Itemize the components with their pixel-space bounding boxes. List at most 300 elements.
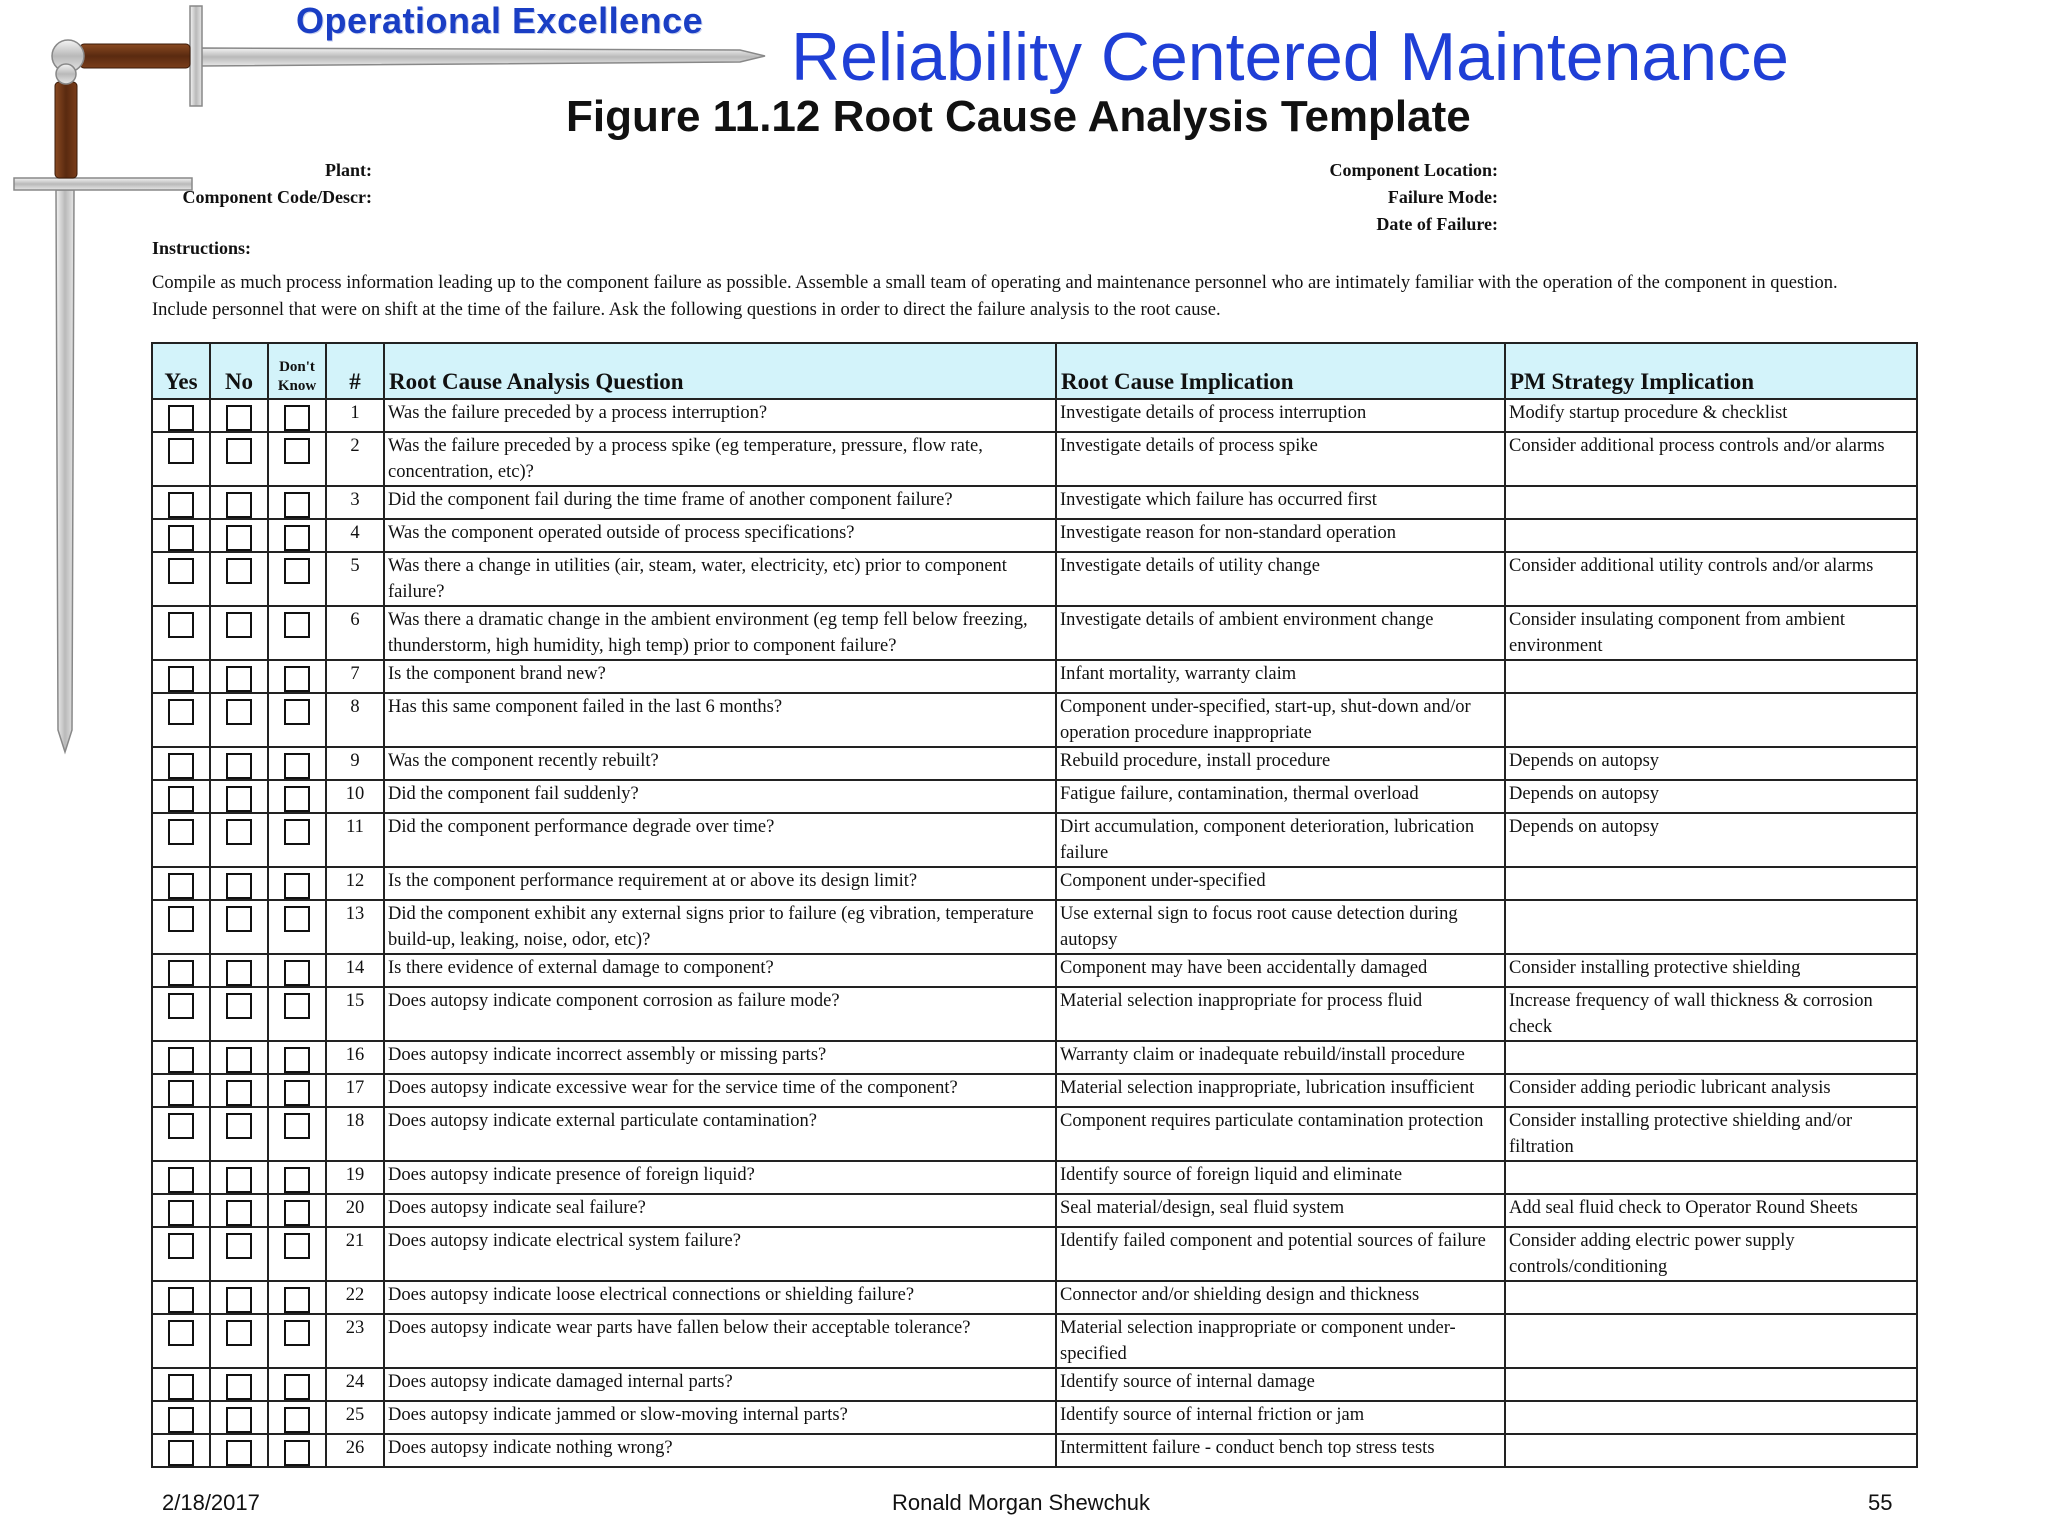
- question-cell: Is the component performance requirement at or above its design limit?: [384, 867, 1056, 900]
- dont-know-cell: [268, 552, 326, 606]
- row-number: 13: [326, 900, 384, 954]
- no-checkbox[interactable]: [226, 1287, 252, 1313]
- instructions-body: Compile as much process information leading up to the component failure as possible. Assemble a small team of operating and maintenance personnel who are intimately familiar with the operation of the component in question. Include personnel that were on shift at the time of the failure. Ask the following questions in order to direct the failure analysis to the root cause.: [152, 273, 1838, 320]
- dont-know-checkbox[interactable]: [284, 612, 310, 638]
- pm-strategy-cell: Consider insulating component from ambient environment: [1505, 606, 1917, 660]
- table-row: [152, 1368, 1917, 1401]
- yes-cell: [152, 1434, 210, 1467]
- implication-cell: Identify source of internal friction or jam: [1056, 1401, 1505, 1434]
- pm-strategy-cell: Consider adding periodic lubricant analysis: [1505, 1074, 1917, 1107]
- yes-checkbox[interactable]: [168, 1167, 194, 1193]
- question-cell: Does autopsy indicate incorrect assembly or missing parts?: [384, 1041, 1056, 1074]
- pm-strategy-cell: Consider installing protective shielding and/or filtration: [1505, 1107, 1917, 1161]
- question-cell: Does autopsy indicate jammed or slow-moving internal parts?: [384, 1401, 1056, 1434]
- row-number: 20: [326, 1194, 384, 1227]
- no-cell: [210, 1041, 268, 1074]
- yes-checkbox[interactable]: [168, 405, 194, 431]
- failure-mode-label: Failure Mode:: [1387, 187, 1498, 207]
- pm-strategy-header: PM Strategy Implication: [1505, 343, 1917, 399]
- pm-strategy-cell: [1505, 1041, 1917, 1074]
- dont-know-checkbox[interactable]: [284, 1374, 310, 1400]
- table-row: [152, 693, 1917, 747]
- yes-cell: [152, 486, 210, 519]
- yes-cell: [152, 399, 210, 432]
- implication-cell: Investigate reason for non-standard operation: [1056, 519, 1505, 552]
- dont-know-cell: [268, 987, 326, 1041]
- question-cell: Was the component operated outside of process specifications?: [384, 519, 1056, 552]
- yes-cell: [152, 1401, 210, 1434]
- no-cell: [210, 1314, 268, 1368]
- dont-know-cell: [268, 432, 326, 486]
- no-checkbox[interactable]: [226, 993, 252, 1019]
- dont-know-checkbox[interactable]: [284, 1200, 310, 1226]
- dont-know-checkbox[interactable]: [284, 438, 310, 464]
- row-number: 9: [326, 747, 384, 780]
- dont-know-cell: [268, 1161, 326, 1194]
- no-checkbox[interactable]: [226, 1407, 252, 1433]
- no-cell: [210, 399, 268, 432]
- dont-know-cell: [268, 1107, 326, 1161]
- no-checkbox[interactable]: [226, 786, 252, 812]
- dont-know-checkbox[interactable]: [284, 1167, 310, 1193]
- implication-header: Root Cause Implication: [1056, 343, 1505, 399]
- yes-cell: [152, 552, 210, 606]
- table-row: [152, 1161, 1917, 1194]
- yes-checkbox[interactable]: [168, 1233, 194, 1259]
- dont-know-checkbox[interactable]: [284, 525, 310, 551]
- implication-cell: Material selection inappropriate or component under-specified: [1056, 1314, 1505, 1368]
- table-row: [152, 813, 1917, 867]
- implication-cell: Material selection inappropriate for process fluid: [1056, 987, 1505, 1041]
- pm-strategy-cell: [1505, 867, 1917, 900]
- row-number: 22: [326, 1281, 384, 1314]
- no-cell: [210, 900, 268, 954]
- dont-know-checkbox[interactable]: [284, 1320, 310, 1346]
- dont-know-header: Don't Know: [268, 343, 326, 399]
- no-cell: [210, 1368, 268, 1401]
- instructions-heading: Instructions:: [152, 238, 252, 258]
- yes-cell: [152, 1161, 210, 1194]
- no-checkbox[interactable]: [226, 753, 252, 779]
- yes-cell: [152, 867, 210, 900]
- dont-know-checkbox[interactable]: [284, 1287, 310, 1313]
- dont-know-cell: [268, 1041, 326, 1074]
- dont-know-checkbox[interactable]: [284, 492, 310, 518]
- yes-checkbox[interactable]: [168, 819, 194, 845]
- no-cell: [210, 1434, 268, 1467]
- dont-know-checkbox[interactable]: [284, 1047, 310, 1073]
- yes-cell: [152, 900, 210, 954]
- no-cell: [210, 987, 268, 1041]
- dont-know-cell: [268, 747, 326, 780]
- implication-cell: Component requires particulate contamination protection: [1056, 1107, 1505, 1161]
- dont-know-checkbox[interactable]: [284, 699, 310, 725]
- yes-checkbox[interactable]: [168, 753, 194, 779]
- table-row: [152, 399, 1917, 432]
- yes-cell: [152, 693, 210, 747]
- yes-checkbox[interactable]: [168, 906, 194, 932]
- dont-know-cell: [268, 693, 326, 747]
- row-number: 1: [326, 399, 384, 432]
- no-cell: [210, 519, 268, 552]
- dont-know-checkbox[interactable]: [284, 558, 310, 584]
- plant-label: Plant:: [325, 160, 372, 180]
- question-cell: Does autopsy indicate damaged internal parts?: [384, 1368, 1056, 1401]
- brand-title: Operational Excellence: [296, 0, 704, 41]
- row-number: 12: [326, 867, 384, 900]
- dont-know-checkbox[interactable]: [284, 993, 310, 1019]
- implication-cell: Intermittent failure - conduct bench top stress tests: [1056, 1434, 1505, 1467]
- dont-know-checkbox[interactable]: [284, 1440, 310, 1466]
- yes-checkbox[interactable]: [168, 1320, 194, 1346]
- yes-checkbox[interactable]: [168, 492, 194, 518]
- implication-cell: Component under-specified: [1056, 867, 1505, 900]
- no-checkbox[interactable]: [226, 1233, 252, 1259]
- yes-cell: [152, 747, 210, 780]
- implication-cell: Rebuild procedure, install procedure: [1056, 747, 1505, 780]
- pm-strategy-cell: [1505, 1314, 1917, 1368]
- row-number: 2: [326, 432, 384, 486]
- pm-strategy-cell: Consider additional process controls and/or alarms: [1505, 432, 1917, 486]
- row-number: 5: [326, 552, 384, 606]
- table-row: [152, 1107, 1917, 1161]
- yes-checkbox[interactable]: [168, 612, 194, 638]
- no-cell: [210, 693, 268, 747]
- dont-know-checkbox[interactable]: [284, 906, 310, 932]
- dont-know-checkbox[interactable]: [284, 1080, 310, 1106]
- question-cell: Does autopsy indicate nothing wrong?: [384, 1434, 1056, 1467]
- no-checkbox[interactable]: [226, 1320, 252, 1346]
- question-cell: Was there a change in utilities (air, steam, water, electricity, etc) prior to component failure?: [384, 552, 1056, 606]
- no-checkbox[interactable]: [226, 873, 252, 899]
- yes-cell: [152, 660, 210, 693]
- yes-checkbox[interactable]: [168, 786, 194, 812]
- implication-cell: Use external sign to focus root cause detection during autopsy: [1056, 900, 1505, 954]
- implication-cell: Connector and/or shielding design and thickness: [1056, 1281, 1505, 1314]
- dont-know-cell: [268, 1227, 326, 1281]
- pm-strategy-cell: [1505, 1434, 1917, 1467]
- implication-cell: Identify failed component and potential sources of failure: [1056, 1227, 1505, 1281]
- pm-strategy-cell: [1505, 1368, 1917, 1401]
- dont-know-cell: [268, 486, 326, 519]
- implication-cell: Investigate details of process interruption: [1056, 399, 1505, 432]
- table-row: [152, 1194, 1917, 1227]
- no-cell: [210, 552, 268, 606]
- row-number: 25: [326, 1401, 384, 1434]
- dont-know-checkbox[interactable]: [284, 786, 310, 812]
- table-row: [152, 747, 1917, 780]
- no-checkbox[interactable]: [226, 525, 252, 551]
- dont-know-cell: [268, 780, 326, 813]
- dont-know-cell: [268, 813, 326, 867]
- implication-cell: Investigate details of process spike: [1056, 432, 1505, 486]
- no-cell: [210, 606, 268, 660]
- no-cell: [210, 432, 268, 486]
- no-cell: [210, 1161, 268, 1194]
- implication-cell: Dirt accumulation, component deterioration, lubrication failure: [1056, 813, 1505, 867]
- no-checkbox[interactable]: [226, 1200, 252, 1226]
- dont-know-cell: [268, 1281, 326, 1314]
- question-header: Root Cause Analysis Question: [384, 343, 1056, 399]
- no-cell: [210, 660, 268, 693]
- question-cell: Was the component recently rebuilt?: [384, 747, 1056, 780]
- no-cell: [210, 747, 268, 780]
- row-number: 23: [326, 1314, 384, 1368]
- yes-cell: [152, 1041, 210, 1074]
- no-cell: [210, 813, 268, 867]
- yes-checkbox[interactable]: [168, 666, 194, 692]
- question-cell: Does autopsy indicate external particulate contamination?: [384, 1107, 1056, 1161]
- yes-cell: [152, 1281, 210, 1314]
- yes-checkbox[interactable]: [168, 525, 194, 551]
- row-number: 8: [326, 693, 384, 747]
- implication-cell: Investigate which failure has occurred first: [1056, 486, 1505, 519]
- implication-cell: Material selection inappropriate, lubrication insufficient: [1056, 1074, 1505, 1107]
- no-cell: [210, 1074, 268, 1107]
- implication-cell: Investigate details of utility change: [1056, 552, 1505, 606]
- row-number: 7: [326, 660, 384, 693]
- implication-cell: Component may have been accidentally damaged: [1056, 954, 1505, 987]
- component-location-label: Component Location:: [1329, 160, 1498, 180]
- question-cell: Does autopsy indicate electrical system failure?: [384, 1227, 1056, 1281]
- pm-strategy-cell: [1505, 693, 1917, 747]
- yes-cell: [152, 1194, 210, 1227]
- date-of-failure-label: Date of Failure:: [1376, 214, 1498, 234]
- no-checkbox[interactable]: [226, 438, 252, 464]
- pm-strategy-cell: [1505, 486, 1917, 519]
- implication-cell: Component under-specified, start-up, shut-down and/or operation procedure inappropriate: [1056, 693, 1505, 747]
- question-cell: Is there evidence of external damage to component?: [384, 954, 1056, 987]
- no-cell: [210, 1401, 268, 1434]
- dont-know-checkbox[interactable]: [284, 960, 310, 986]
- no-cell: [210, 1281, 268, 1314]
- no-checkbox[interactable]: [226, 699, 252, 725]
- question-cell: Does autopsy indicate excessive wear for the service time of the component?: [384, 1074, 1056, 1107]
- yes-checkbox[interactable]: [168, 1407, 194, 1433]
- implication-cell: Infant mortality, warranty claim: [1056, 660, 1505, 693]
- yes-checkbox[interactable]: [168, 1080, 194, 1106]
- dont-know-cell: [268, 954, 326, 987]
- row-number: 4: [326, 519, 384, 552]
- yes-checkbox[interactable]: [168, 1200, 194, 1226]
- yes-cell: [152, 606, 210, 660]
- dont-know-checkbox[interactable]: [284, 819, 310, 845]
- component-code-label: Component Code/Descr:: [182, 187, 372, 207]
- pm-strategy-cell: [1505, 519, 1917, 552]
- question-cell: Was the failure preceded by a process spike (eg temperature, pressure, flow rate, concentration, etc)?: [384, 432, 1056, 486]
- question-cell: Was the failure preceded by a process interruption?: [384, 399, 1056, 432]
- footer-author: Ronald Morgan Shewchuk: [892, 1490, 1151, 1515]
- row-number: 3: [326, 486, 384, 519]
- question-cell: Was there a dramatic change in the ambient environment (eg temp fell below freezing, thunderstorm, high humidity, high temp) prior to component failure?: [384, 606, 1056, 660]
- yes-checkbox[interactable]: [168, 993, 194, 1019]
- yes-checkbox[interactable]: [168, 873, 194, 899]
- implication-cell: Identify source of internal damage: [1056, 1368, 1505, 1401]
- row-number: 17: [326, 1074, 384, 1107]
- yes-checkbox[interactable]: [168, 1440, 194, 1466]
- table-row: [152, 1434, 1917, 1467]
- no-cell: [210, 867, 268, 900]
- row-number: 26: [326, 1434, 384, 1467]
- dont-know-checkbox[interactable]: [284, 873, 310, 899]
- dont-know-cell: [268, 1314, 326, 1368]
- question-cell: Is the component brand new?: [384, 660, 1056, 693]
- dont-know-cell: [268, 1401, 326, 1434]
- yes-checkbox[interactable]: [168, 960, 194, 986]
- no-checkbox[interactable]: [226, 1047, 252, 1073]
- no-checkbox[interactable]: [226, 819, 252, 845]
- yes-cell: [152, 432, 210, 486]
- dont-know-cell: [268, 606, 326, 660]
- pm-strategy-cell: Consider installing protective shielding: [1505, 954, 1917, 987]
- footer-date: 2/18/2017: [162, 1490, 260, 1515]
- question-cell: Does autopsy indicate seal failure?: [384, 1194, 1056, 1227]
- no-checkbox[interactable]: [226, 1374, 252, 1400]
- no-header: No: [210, 343, 268, 399]
- no-checkbox[interactable]: [226, 492, 252, 518]
- yes-cell: [152, 954, 210, 987]
- question-cell: Does autopsy indicate loose electrical connections or shielding failure?: [384, 1281, 1056, 1314]
- yes-checkbox[interactable]: [168, 1113, 194, 1139]
- table-row: [152, 1227, 1917, 1281]
- pm-strategy-cell: [1505, 1281, 1917, 1314]
- table-row: [152, 432, 1917, 486]
- table-header-row: [152, 343, 1917, 399]
- yes-cell: [152, 813, 210, 867]
- yes-checkbox[interactable]: [168, 1374, 194, 1400]
- table-row: [152, 987, 1917, 1041]
- pm-strategy-cell: [1505, 900, 1917, 954]
- yes-cell: [152, 1368, 210, 1401]
- table-row: [152, 1281, 1917, 1314]
- no-cell: [210, 1227, 268, 1281]
- table-row: [152, 519, 1917, 552]
- no-checkbox[interactable]: [226, 405, 252, 431]
- implication-cell: Fatigue failure, contamination, thermal overload: [1056, 780, 1505, 813]
- pm-strategy-cell: Depends on autopsy: [1505, 813, 1917, 867]
- row-number: 11: [326, 813, 384, 867]
- no-cell: [210, 1194, 268, 1227]
- dont-know-cell: [268, 660, 326, 693]
- yes-checkbox[interactable]: [168, 438, 194, 464]
- no-checkbox[interactable]: [226, 1080, 252, 1106]
- table-row: [152, 1041, 1917, 1074]
- pm-strategy-cell: Depends on autopsy: [1505, 747, 1917, 780]
- yes-checkbox[interactable]: [168, 558, 194, 584]
- row-number: 16: [326, 1041, 384, 1074]
- row-number: 18: [326, 1107, 384, 1161]
- table-row: [152, 486, 1917, 519]
- pm-strategy-cell: Consider adding electric power supply controls/conditioning: [1505, 1227, 1917, 1281]
- table-row: [152, 780, 1917, 813]
- pm-strategy-cell: [1505, 1161, 1917, 1194]
- row-number: 14: [326, 954, 384, 987]
- yes-cell: [152, 780, 210, 813]
- yes-checkbox[interactable]: [168, 699, 194, 725]
- implication-cell: Seal material/design, seal fluid system: [1056, 1194, 1505, 1227]
- question-cell: Did the component exhibit any external signs prior to failure (eg vibration, temperature build-up, leaking, noise, odor, etc)?: [384, 900, 1056, 954]
- dont-know-checkbox[interactable]: [284, 1407, 310, 1433]
- question-cell: Did the component performance degrade over time?: [384, 813, 1056, 867]
- pm-strategy-cell: Add seal fluid check to Operator Round Sheets: [1505, 1194, 1917, 1227]
- dont-know-checkbox[interactable]: [284, 753, 310, 779]
- no-checkbox[interactable]: [226, 1113, 252, 1139]
- dont-know-checkbox[interactable]: [284, 1233, 310, 1259]
- no-cell: [210, 954, 268, 987]
- implication-cell: Warranty claim or inadequate rebuild/install procedure: [1056, 1041, 1505, 1074]
- no-checkbox[interactable]: [226, 558, 252, 584]
- dont-know-cell: [268, 1368, 326, 1401]
- no-checkbox[interactable]: [226, 1167, 252, 1193]
- table-row: [152, 954, 1917, 987]
- no-checkbox[interactable]: [226, 666, 252, 692]
- row-number: 15: [326, 987, 384, 1041]
- no-cell: [210, 486, 268, 519]
- pm-strategy-cell: Consider additional utility controls and/or alarms: [1505, 552, 1917, 606]
- dont-know-checkbox[interactable]: [284, 405, 310, 431]
- row-number: 24: [326, 1368, 384, 1401]
- dont-know-cell: [268, 519, 326, 552]
- no-checkbox[interactable]: [226, 612, 252, 638]
- no-cell: [210, 1107, 268, 1161]
- table-row: [152, 552, 1917, 606]
- yes-checkbox[interactable]: [168, 1047, 194, 1073]
- dont-know-cell: [268, 867, 326, 900]
- yes-cell: [152, 1227, 210, 1281]
- dont-know-cell: [268, 1194, 326, 1227]
- pm-strategy-cell: Modify startup procedure & checklist: [1505, 399, 1917, 432]
- implication-cell: Investigate details of ambient environment change: [1056, 606, 1505, 660]
- yes-header: Yes: [152, 343, 210, 399]
- table-row: [152, 900, 1917, 954]
- question-cell: Does autopsy indicate wear parts have fallen below their acceptable tolerance?: [384, 1314, 1056, 1368]
- question-cell: Did the component fail suddenly?: [384, 780, 1056, 813]
- yes-cell: [152, 1107, 210, 1161]
- row-number: 21: [326, 1227, 384, 1281]
- no-checkbox[interactable]: [226, 906, 252, 932]
- pm-strategy-cell: [1505, 1401, 1917, 1434]
- pm-strategy-cell: [1505, 660, 1917, 693]
- dont-know-checkbox[interactable]: [284, 1113, 310, 1139]
- page-title: Reliability Centered Maintenance: [791, 19, 1789, 95]
- number-header: #: [326, 343, 384, 399]
- rca-table: [151, 342, 1918, 1468]
- dont-know-cell: [268, 900, 326, 954]
- yes-cell: [152, 519, 210, 552]
- footer-page-number: 55: [1868, 1490, 1893, 1515]
- no-cell: [210, 780, 268, 813]
- no-checkbox[interactable]: [226, 1440, 252, 1466]
- question-cell: Did the component fail during the time frame of another component failure?: [384, 486, 1056, 519]
- question-cell: Has this same component failed in the last 6 months?: [384, 693, 1056, 747]
- row-number: 10: [326, 780, 384, 813]
- pm-strategy-cell: Depends on autopsy: [1505, 780, 1917, 813]
- implication-cell: Identify source of foreign liquid and eliminate: [1056, 1161, 1505, 1194]
- yes-cell: [152, 1074, 210, 1107]
- yes-cell: [152, 1314, 210, 1368]
- no-checkbox[interactable]: [226, 960, 252, 986]
- table-row: [152, 1401, 1917, 1434]
- dont-know-checkbox[interactable]: [284, 666, 310, 692]
- table-row: [152, 606, 1917, 660]
- yes-cell: [152, 987, 210, 1041]
- row-number: 19: [326, 1161, 384, 1194]
- question-cell: Does autopsy indicate presence of foreign liquid?: [384, 1161, 1056, 1194]
- dont-know-cell: [268, 1434, 326, 1467]
- row-number: 6: [326, 606, 384, 660]
- yes-checkbox[interactable]: [168, 1287, 194, 1313]
- table-row: [152, 867, 1917, 900]
